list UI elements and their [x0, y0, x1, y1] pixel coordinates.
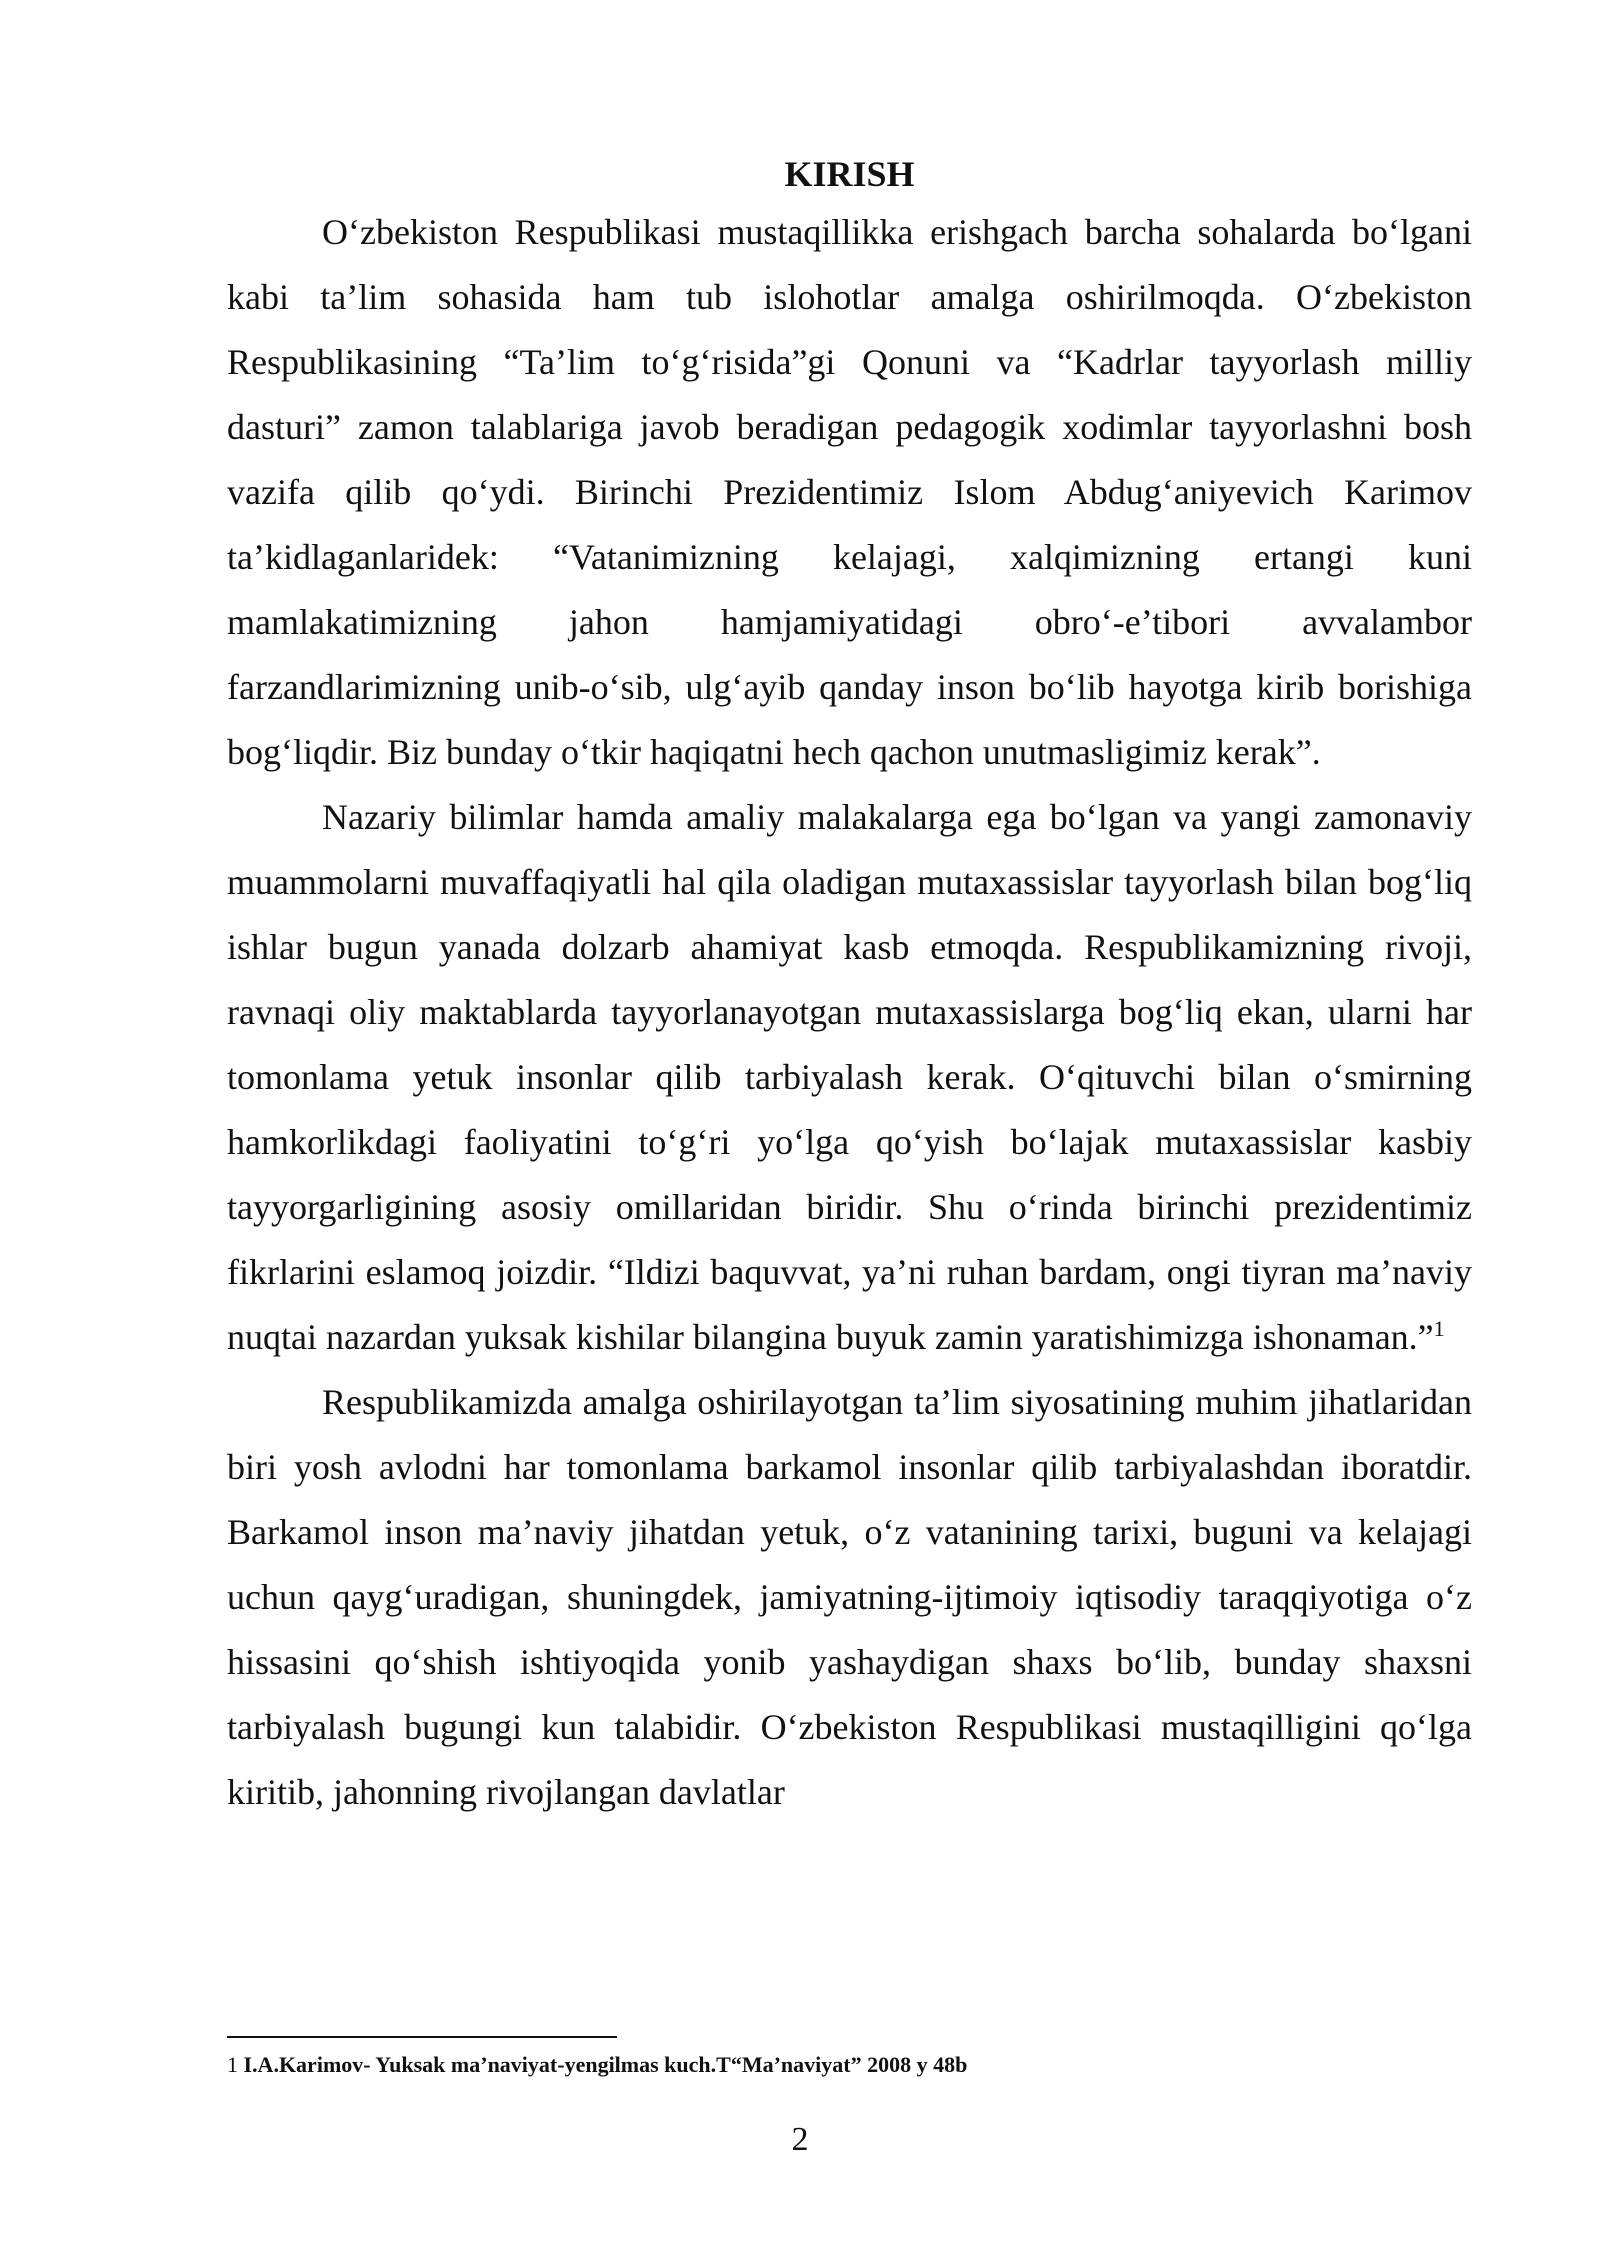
page-number: 2	[791, 2121, 809, 2158]
footnote-reference: 1	[1433, 1316, 1445, 1341]
paragraph-3: Respublikamizda amalga oshirilayotgan ta’lim siyosatining muhim jihatlaridan biri yosh avlodni har tomonlama barkamol insonlar qilib tarbiyalashdan iboratdir. Barkamol inson ma’naviy jihatdan yetuk, o‘z vatanining tarixi, buguni va kelajagi uchun qayg‘uradigan, shuningdek, jamiyatning-ijtimoiy iqtisodiy taraqqiyotiga o‘z hissasini qo‘shish ishtiyoqida yonib yashaydigan shaxs bo‘lib, bunday shaxsni tarbiyalash bugungi kun talabidir. O‘zbekiston Respublikasi mustaqilligini qo‘lga kiritib, jahonning rivojlangan davlatlar	[227, 1382, 1472, 1812]
paragraph-2-text: Nazariy bilimlar hamda amaliy malakalarga ega bo‘lgan va yangi zamonaviy muammolarni muvaffaqiyatli hal qila oladigan mutaxassislar tayyorlash bilan bog‘liq ishlar bugun yanada dolzarb ahamiyat kasb etmoqda. Respublikamizning rivoji, ravnaqi oliy maktablarda tayyorlanayotgan mutaxassislarga bog‘liq ekan, ularni har tomonlama yetuk insonlar qilib tarbiyalash kerak. O‘qituvchi bilan o‘smirning hamkorlikdagi faoliyatini to‘g‘ri yo‘lga qo‘yish bo‘lajak mutaxassislar kasbiy tayyorgarligining asosiy omillaridan biridir. Shu o‘rinda birinchi prezidentimiz fikrlarini eslamoq joizdir. “Ildizi baquvvat, ya’ni ruhan bardam, ongi tiyran ma’naviy nuqtai nazardan yuksak kishilar bilangina buyuk zamin yaratishimizga ishonaman.”	[227, 797, 1472, 1357]
paragraph-2	[227, 785, 1472, 1370]
footnote	[227, 2050, 1472, 2080]
footnote-number: 1	[227, 2052, 238, 2077]
page-body	[227, 148, 1472, 1825]
paragraph-1: O‘zbekiston Respublikasi mustaqillikka erishgach barcha sohalarda bo‘lgani kabi ta’lim sohasida ham tub islohotlar amalga oshirilmoqda. O‘zbekiston Respublikasining “Ta’lim to‘g‘risida”gi Qonuni va “Kadrlar tayyorlash milliy dasturi” zamon talablariga javob beradigan pedagogik xodimlar tayyorlashni bosh vazifa qilib qo‘ydi. Birinchi Prezidentimiz Islom Abdug‘aniyevich Karimov ta’kidlaganlaridek: “Vatanimizning kelajagi, xalqimizning ertangi kuni mamlakatimizning jahon hamjamiyatidagi obro‘-e’tibori avvalambor farzandlarimizning unib-o‘sib, ulg‘ayib qanday inson bo‘lib hayotga kirib borishiga bog‘liqdir. Biz bunday o‘tkir haqiqatni hech qachon unutmasligimiz kerak”.	[227, 212, 1472, 772]
section-title: KIRISH	[784, 154, 915, 194]
footnote-separator	[227, 2036, 617, 2038]
footnote-text: I.A.Karimov- Yuksak ma’naviyat-yengilmas kuch.T“Ma’naviyat” 2008 y 48b	[243, 2052, 968, 2077]
